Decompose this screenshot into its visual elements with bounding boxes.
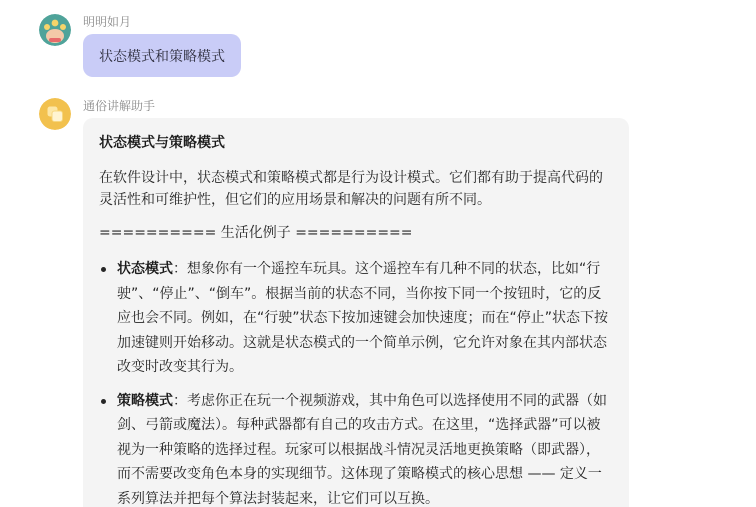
bullet-term: 策略模式 <box>117 392 173 409</box>
assistant-username: 通俗讲解助手 <box>83 99 156 113</box>
list-item <box>99 389 613 507</box>
bullet-text: ：想象你有一个遥控车玩具。这个遥控车有几种不同的状态，比如“行驶”、“停止”、“倒车”。根据当前的状态不同，当你按下同一个按钮时，它的反应也会不同。例如，在“行驶”状态下按加速键会加快速度；而在“停止”状态下按加速键则开始移动。这就是状态模式的一个简单示例，它允许对象在其内部状态改变时改变其行为。 <box>117 261 609 375</box>
response-intro: 在软件设计中，状态模式和策略模式都是行为设计模式。它们都有助于提高代码的灵活性和可维护性，但它们的应用场景和解决的问题有所不同。 <box>99 170 603 208</box>
assistant-avatar-icon <box>39 98 71 130</box>
example-list <box>99 257 613 507</box>
list-item <box>99 257 613 380</box>
bullet-text: ：考虑你正在玩一个视频游戏，其中角色可以选择使用不同的武器（如剑、弓箭或魔法）。每种武器都有自己的攻击方式。在这里，“选择武器”可以被视为一种策略的选择过程。玩家可以根据战斗情况灵活地更换策略（即武器），而不需要改变角色本身的实现细节。这体现了策略模式的核心思想 —— 定义一系列算法并把每个算法封装起来，让它们可以互换。 <box>117 392 607 507</box>
bullet-dot-icon <box>101 399 106 404</box>
user-avatar-icon <box>39 14 71 46</box>
assistant-avatar[interactable] <box>39 98 71 130</box>
user-message-bubble: 状态模式和策略模式 <box>83 34 241 77</box>
section-divider: ========== 生活化例子 ========== <box>99 225 413 241</box>
bullet-term: 状态模式 <box>117 261 173 277</box>
response-title: 状态模式与策略模式 <box>99 135 225 151</box>
assistant-message-card <box>83 118 629 507</box>
user-username: 明明如月 <box>83 15 132 29</box>
bullet-dot-icon <box>101 267 106 272</box>
user-avatar[interactable] <box>39 14 71 46</box>
